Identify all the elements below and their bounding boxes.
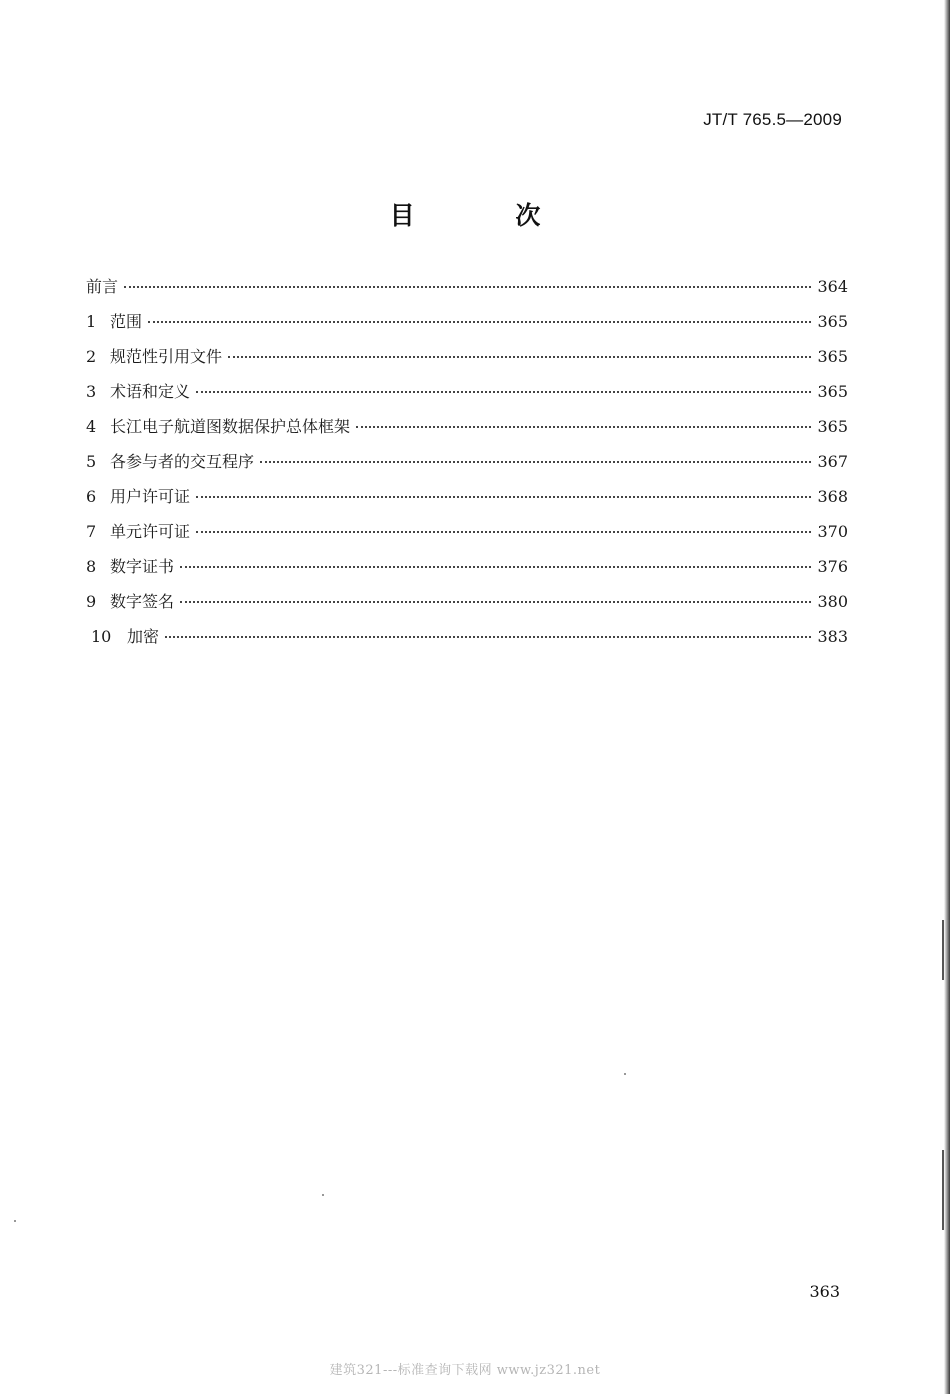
- toc-entry-label: 加密: [127, 627, 160, 646]
- toc-leader-dots: [196, 530, 811, 533]
- toc-entry-5[interactable]: [86, 449, 848, 484]
- toc-entry-number: 5: [86, 452, 97, 471]
- toc-entry-label: 数字证书: [110, 557, 175, 576]
- toc-entry-label: 前言: [86, 277, 119, 296]
- toc-entry-page: 383: [817, 627, 848, 646]
- toc-entry-number: 6: [86, 487, 97, 506]
- scan-edge-shadow: [944, 0, 950, 1394]
- toc-entry-number: 8: [86, 557, 97, 576]
- page-number: 363: [809, 1282, 840, 1301]
- toc-entry-page: 376: [817, 557, 848, 576]
- scan-edge-mark: [942, 920, 944, 980]
- toc-entry-page: 370: [817, 522, 848, 541]
- toc-entry-label: 术语和定义: [110, 382, 191, 401]
- toc-entry-page: 368: [817, 487, 848, 506]
- toc-entry-label: 各参与者的交互程序: [110, 452, 255, 471]
- toc-leader-dots: [196, 495, 811, 498]
- toc-entry-10[interactable]: [86, 624, 848, 659]
- toc-entry-label: 规范性引用文件: [110, 347, 223, 366]
- toc-leader-dots: [124, 285, 811, 288]
- toc-entry-6[interactable]: [86, 484, 848, 519]
- toc-entry-number: 7: [86, 522, 97, 541]
- toc-leader-dots: [228, 355, 811, 358]
- toc-entry-label: 范围: [110, 312, 143, 331]
- toc-leader-dots: [165, 635, 811, 638]
- toc-leader-dots: [196, 390, 811, 393]
- toc-entry-label: 长江电子航道图数据保护总体框架: [110, 417, 351, 436]
- toc-entry-4[interactable]: [86, 414, 848, 449]
- table-of-contents: [86, 274, 848, 659]
- toc-entry-number: 10: [91, 627, 112, 646]
- toc-leader-dots: [180, 565, 811, 568]
- toc-entry-foreword[interactable]: [86, 274, 848, 309]
- toc-entry-page: 365: [817, 417, 848, 436]
- toc-entry-page: 367: [817, 452, 848, 471]
- toc-entry-page: 380: [817, 592, 848, 611]
- toc-title: 目 次: [389, 201, 587, 230]
- toc-leader-dots: [260, 460, 811, 463]
- toc-entry-number: 2: [86, 347, 97, 366]
- toc-entry-8[interactable]: [86, 554, 848, 589]
- toc-entry-page: 365: [817, 312, 848, 331]
- scan-speck: [14, 1220, 16, 1222]
- toc-entry-number: 3: [86, 382, 97, 401]
- toc-entry-number: 9: [86, 592, 97, 611]
- scan-edge-mark: [942, 1150, 944, 1230]
- toc-entry-3[interactable]: [86, 379, 848, 414]
- toc-entry-page: 365: [817, 382, 848, 401]
- toc-entry-number: 4: [86, 417, 97, 436]
- toc-entry-page: 365: [817, 347, 848, 366]
- toc-entry-label: 用户许可证: [110, 487, 191, 506]
- document-code: JT/T 765.5—2009: [703, 110, 842, 129]
- toc-leader-dots: [148, 320, 811, 323]
- toc-entry-9[interactable]: [86, 589, 848, 624]
- toc-entry-1[interactable]: [86, 309, 848, 344]
- toc-entry-2[interactable]: [86, 344, 848, 379]
- toc-leader-dots: [180, 600, 811, 603]
- watermark: 建筑321---标准查询下载网 www.jz321.net: [329, 1363, 601, 1378]
- toc-entry-7[interactable]: [86, 519, 848, 554]
- toc-leader-dots: [356, 425, 811, 428]
- toc-entry-page: 364: [817, 277, 848, 296]
- toc-entry-label: 单元许可证: [110, 522, 191, 541]
- scan-speck: [624, 1073, 626, 1075]
- toc-entry-number: 1: [86, 312, 97, 331]
- scan-speck: [322, 1194, 324, 1196]
- toc-entry-label: 数字签名: [110, 592, 175, 611]
